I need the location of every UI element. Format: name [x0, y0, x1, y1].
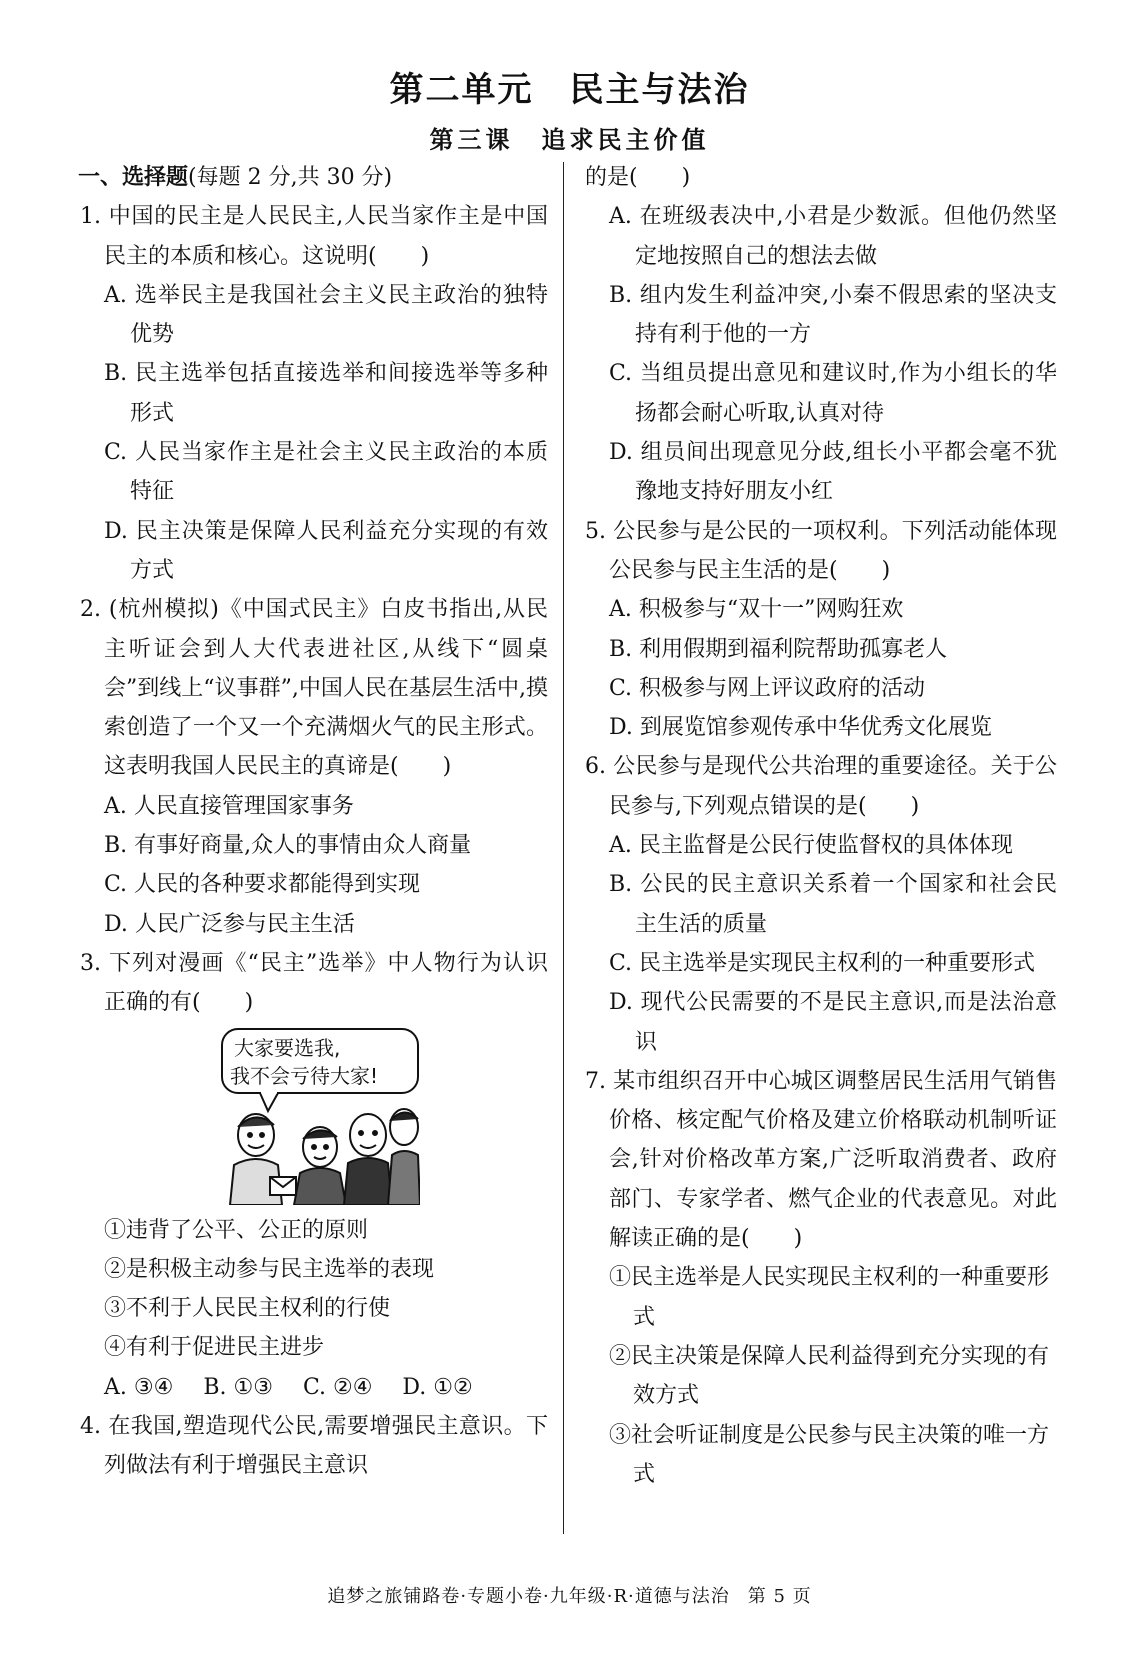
cartoon-drawing [220, 1027, 420, 1205]
choice-d: D. ①② [402, 1374, 473, 1400]
question-1 [80, 197, 548, 590]
question-stem: 1. 中国的民主是人民民主,人民当家作主是中国民主的本质和核心。这说明( ) [80, 204, 548, 269]
option-a: A. 民主监督是公民行使监督权的具体体现 [609, 833, 1013, 859]
option-b: B. 组内发生利益冲突,小秦不假思索的坚决支持有利于他的一方 [609, 282, 1057, 348]
option-a: A. 人民直接管理国家事务 [104, 793, 354, 819]
question-stem: 3. 下列对漫画《“民主”选举》中人物行为认识正确的有( ) [80, 950, 548, 1016]
option-d: D. 现代公民需要的不是民主意识,而是法治意识 [609, 990, 1057, 1055]
choice-a: A. ③④ [104, 1374, 174, 1400]
section-heading: 一、选择题 [78, 164, 189, 190]
option-c: C. 人民当家作主是社会主义民主政治的本质特征 [104, 440, 548, 505]
lesson-title: 第三课 追求民主价值 [429, 125, 710, 154]
question-3 [80, 944, 548, 1407]
question-stem: 5. 公民参与是公民的一项权利。下列活动能体现公民参与民主生活的是( ) [585, 518, 1057, 583]
bubble-line-1: 大家要选我, [234, 1035, 341, 1060]
question-4-continued [585, 158, 1057, 512]
question-stem: 6. 公民参与是现代公共治理的重要途径。关于公民参与,下列观点错误的是( ) [585, 754, 1057, 819]
section-note: (每题 2 分,共 30 分) [188, 165, 393, 190]
option-b: B. 民主选举包括直接选举和间接选举等多种形式 [104, 361, 548, 426]
statement-2: ②民主决策是保障人民利益得到充分实现的有效方式 [609, 1343, 1050, 1409]
question-stem-part-2: 的是( ) [585, 165, 691, 190]
option-a: A. 在班级表决中,小君是少数派。但他仍然坚定地按照自己的想法去做 [609, 204, 1057, 269]
cartoon-illustration [220, 1027, 420, 1205]
left-column [80, 158, 548, 1486]
option-c: C. 民主选举是实现民主权利的一种重要形式 [609, 950, 1036, 976]
column-divider [563, 162, 564, 1534]
question-4-start [80, 1407, 548, 1486]
unit-title: 第二单元 民主与法治 [389, 70, 750, 110]
question-6 [585, 747, 1057, 1061]
statement-3: ③不利于人民民主权利的行使 [104, 1296, 391, 1322]
question-stem: 2. (杭州模拟)《中国式民主》白皮书指出,从民主听证会到人大代表进社区,从线下“圆桌会”到线上“议事群”,中国人民在基层生活中,摸索创造了一个又一个充满烟火气的民主形式。这表明我国人民民主的真谛是( ) [80, 597, 548, 780]
option-c: C. 积极参与网上评议政府的活动 [609, 675, 926, 701]
option-d: D. 人民广泛参与民主生活 [104, 911, 355, 937]
option-b: B. 利用假期到福利院帮助孤寡老人 [609, 636, 948, 662]
choice-b: B. ①③ [203, 1374, 273, 1400]
statement-2: ②是积极主动参与民主选举的表现 [104, 1256, 435, 1282]
statement-3: ③社会听证制度是公民参与民主决策的唯一方式 [609, 1422, 1050, 1487]
question-2 [80, 590, 548, 944]
statement-1: ①违背了公平、公正的原则 [104, 1217, 369, 1243]
option-b: B. 公民的民主意识关系着一个国家和社会民主生活的质量 [609, 872, 1057, 937]
answer-choices [80, 1368, 548, 1407]
statement-4: ④有利于促进民主进步 [104, 1335, 325, 1361]
option-d: D. 民主决策是保障人民利益充分实现的有效方式 [104, 518, 548, 583]
question-7 [585, 1062, 1057, 1494]
section-header [78, 158, 548, 197]
statement-1: ①民主选举是人民实现民主权利的一种重要形式 [609, 1265, 1050, 1330]
right-column [585, 158, 1057, 1494]
option-d: D. 到展览馆参观传承中华优秀文化展览 [609, 715, 992, 741]
option-a: A. 选举民主是我国社会主义民主政治的独特优势 [104, 282, 548, 348]
page-number: 第 5 页 [747, 1586, 812, 1607]
page-footer [0, 1582, 1139, 1608]
option-a: A. 积极参与“双十一”网购狂欢 [609, 597, 904, 623]
footer-series: 追梦之旅铺路卷·专题小卷·九年级·R·道德与法治 [327, 1586, 730, 1607]
option-b: B. 有事好商量,众人的事情由众人商量 [104, 833, 472, 859]
option-c: C. 当组员提出意见和建议时,作为小组长的华扬都会耐心听取,认真对待 [609, 361, 1057, 426]
bubble-line-2: 我不会亏待大家! [230, 1063, 379, 1088]
choice-c: C. ②④ [302, 1374, 373, 1400]
question-stem-part-1: 4. 在我国,塑造现代公民,需要增强民主意识。下列做法有利于增强民主意识 [80, 1414, 548, 1479]
question-5 [585, 512, 1057, 748]
question-stem: 7. 某市组织召开中心城区调整居民生活用气销售价格、核定配气价格及建立价格联动机制听证会,针对价格改革方案,广泛听取消费者、政府部门、专家学者、燃气企业的代表意见。对此解读正确的是( ) [585, 1068, 1057, 1252]
option-c: C. 人民的各种要求都能得到实现 [104, 872, 421, 898]
option-d: D. 组员间出现意见分歧,组长小平都会毫不犹豫地支持好朋友小红 [609, 440, 1057, 505]
